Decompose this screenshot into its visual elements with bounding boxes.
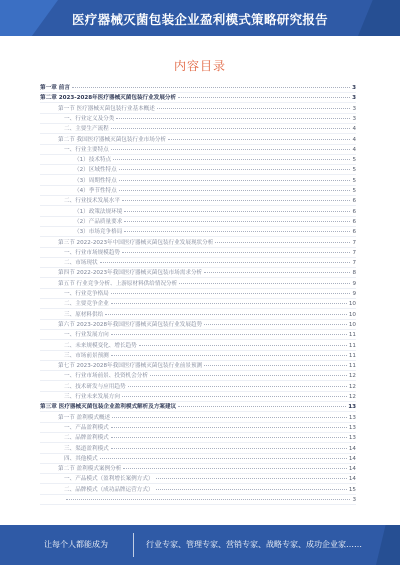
toc-leader-dots xyxy=(150,375,347,376)
toc-heading: 内容目录 xyxy=(173,59,226,73)
toc-entry-row[interactable] xyxy=(40,166,356,175)
toc-entry-label: 一、产品盈利模式 xyxy=(64,424,109,431)
toc-leader-dots xyxy=(123,468,347,469)
toc-entry-label: 二、品牌盈利模式 xyxy=(64,435,109,442)
toc-entry-label: 一、产品模式（盈利增长案例方式） xyxy=(64,476,154,483)
toc-page-number: 5 xyxy=(352,167,356,174)
toc-page-number: 7 xyxy=(352,260,356,267)
toc-leader-dots xyxy=(124,211,350,212)
toc-entry-row[interactable] xyxy=(40,311,356,320)
toc-entry-row[interactable] xyxy=(40,187,356,196)
toc-entry-row[interactable] xyxy=(40,146,356,155)
toc-entry-row[interactable] xyxy=(40,290,356,299)
toc-leader-dots xyxy=(100,262,351,263)
toc-entry-row[interactable] xyxy=(40,269,356,278)
toc-page-number: 4 xyxy=(352,146,356,153)
toc-leader-dots xyxy=(111,303,347,304)
toc-page-number: 10 xyxy=(348,301,356,308)
toc-entry-row[interactable] xyxy=(40,208,356,217)
toc-entry-label: 第一章 前言 xyxy=(40,85,70,91)
toc-page-number: 3 xyxy=(352,85,356,91)
toc-entry-row[interactable] xyxy=(40,475,356,484)
toc-leader-dots xyxy=(111,437,347,438)
toc-page-number: 14 xyxy=(348,445,356,452)
toc-page-number: 10 xyxy=(348,311,356,318)
toc-entry-row[interactable] xyxy=(40,115,356,124)
toc-leader-dots xyxy=(111,334,347,335)
toc-page-number: 7 xyxy=(352,239,356,246)
report-title: 医疗器械灭菌包装企业盈利模式策略研究报告 xyxy=(71,12,328,27)
toc-entry-label: 第七节 2023-2028年我国医疗器械灭菌包装行业前景预测 xyxy=(58,363,203,370)
footer-banner xyxy=(0,525,400,565)
toc-leader-dots xyxy=(111,355,347,356)
toc-entry-label: 一、行业市场前景、投资机会分析 xyxy=(64,373,148,380)
toc-leader-dots xyxy=(215,242,350,243)
toc-chapter-row[interactable] xyxy=(40,94,356,103)
toc-entry-row[interactable] xyxy=(40,414,356,423)
toc-entry-label: （2）区域性特点 xyxy=(74,167,117,174)
toc-leader-dots xyxy=(178,406,346,407)
toc-entry-label: 一、行业市场规模趋势 xyxy=(64,249,120,256)
toc-leader-dots xyxy=(204,324,347,325)
toc-page-number: 11 xyxy=(348,352,356,359)
toc-entry-row[interactable] xyxy=(40,228,356,237)
toc-entry-row[interactable] xyxy=(40,197,356,206)
toc-chapter-row[interactable] xyxy=(40,84,356,93)
footer-divider xyxy=(133,533,134,557)
toc-entry-row[interactable] xyxy=(40,136,356,145)
toc-entry-row[interactable] xyxy=(40,362,356,371)
toc-page-number: 4 xyxy=(352,136,356,143)
toc-page-number: 3 xyxy=(352,115,356,122)
toc-entry-row[interactable] xyxy=(40,342,356,351)
toc-page-number: 13 xyxy=(348,424,356,431)
table-of-contents xyxy=(40,84,356,508)
toc-entry-row[interactable] xyxy=(40,455,356,464)
toc-entry-label: 第一节 盈利模式概述 xyxy=(58,414,111,421)
toc-leader-dots xyxy=(139,345,347,346)
toc-entry-row[interactable] xyxy=(40,300,356,309)
toc-entry-label: 第六节 2023-2028年我国医疗器械灭菌包装行业发展趋势 xyxy=(58,321,203,328)
toc-entry-label: 一、行业竞争格局 xyxy=(64,291,109,297)
toc-leader-dots xyxy=(124,231,350,232)
toc-entry-row[interactable] xyxy=(40,280,356,289)
toc-entry-row[interactable] xyxy=(40,496,356,505)
toc-entry-label: 第四节 2022-2023年我国医疗器械灭菌包装市场需求分析 xyxy=(58,270,203,277)
toc-entry-row[interactable] xyxy=(40,486,356,495)
toc-entry-label: 三、原材料供给 xyxy=(64,311,104,318)
toc-entry-label: 一、行业发展方向 xyxy=(64,332,109,339)
toc-entry-label: 二、主要生产流程 xyxy=(64,126,109,133)
toc-entry-row[interactable] xyxy=(40,434,356,443)
toc-leader-dots xyxy=(111,293,351,294)
toc-entry-row[interactable] xyxy=(40,218,356,227)
toc-page-number: 8 xyxy=(352,270,356,277)
toc-leader-dots xyxy=(128,386,347,387)
toc-entry-label: 二、技术研发与应用趋势 xyxy=(64,383,126,390)
toc-entry-row[interactable] xyxy=(40,105,356,114)
toc-entry-label: （3）周期性特点 xyxy=(74,177,117,184)
toc-entry-label: 四、其他模式 xyxy=(64,455,98,462)
toc-leader-dots xyxy=(111,128,351,129)
toc-page-number: 14 xyxy=(348,455,356,462)
toc-entry-label: 一、行业主要特点 xyxy=(64,146,109,153)
toc-entry-label: 二、主要竞争企业 xyxy=(64,301,109,308)
toc-entry-label: 一、行业定义及分类 xyxy=(64,115,115,122)
toc-entry-row[interactable] xyxy=(40,259,356,268)
footer-slogan-right: 行业专家、管理专家、营销专家、战略专家、成功企业家…… xyxy=(146,540,362,549)
toc-page-number: 12 xyxy=(348,383,356,390)
toc-entry-row[interactable] xyxy=(40,239,356,248)
toc-entry-label: （2）产品质量要求 xyxy=(74,218,123,225)
toc-page-number: 14 xyxy=(348,466,356,473)
toc-entry-row[interactable] xyxy=(40,383,356,392)
toc-leader-dots xyxy=(112,417,347,418)
toc-page-number: 5 xyxy=(352,188,356,194)
toc-entry-label: 二、品牌模式（成功品牌运营方式） xyxy=(64,486,154,493)
footer-slogan-left: 让每个人都能成为 xyxy=(44,540,108,549)
toc-entry-row[interactable] xyxy=(40,249,356,258)
toc-page-number: 14 xyxy=(348,476,356,483)
toc-entry-row[interactable] xyxy=(40,156,356,165)
toc-entry-label: 第一节 医疗器械灭菌包装行业基本概述 xyxy=(58,105,155,112)
toc-entry-row[interactable] xyxy=(40,393,356,402)
toc-entry-label: 第五节 行业竞争分析、上游原材料供给情况分析 xyxy=(58,280,178,287)
toc-page-number: 6 xyxy=(352,229,356,236)
toc-page-number: 15 xyxy=(348,486,356,493)
toc-page-number: 13 xyxy=(348,435,356,442)
toc-entry-label: 三、市场前景预测 xyxy=(64,352,109,359)
toc-entry-label: 二、行业技术发展水平 xyxy=(64,198,120,205)
toc-leader-dots xyxy=(179,283,350,284)
toc-entry-row[interactable] xyxy=(40,125,356,134)
toc-leader-dots xyxy=(119,180,351,181)
toc-entry-label: （3）市场竞争格局 xyxy=(74,229,123,236)
toc-entry-label: 二、市场现状 xyxy=(64,260,98,267)
toc-page-number: 11 xyxy=(348,363,356,370)
toc-page-number: 5 xyxy=(352,157,356,164)
toc-page-number: 6 xyxy=(352,208,356,215)
footer-accent xyxy=(376,525,400,565)
toc-page-number: 10 xyxy=(348,321,356,328)
toc-leader-dots xyxy=(116,118,350,119)
toc-leader-dots xyxy=(111,427,347,428)
toc-page-number: 12 xyxy=(348,394,356,400)
toc-leader-dots xyxy=(157,108,351,109)
toc-entry-label: 二、未来规模变化、增长趋势 xyxy=(64,342,137,349)
header-banner xyxy=(0,0,400,36)
toc-leader-dots xyxy=(111,448,347,449)
toc-page-number: 11 xyxy=(348,332,356,339)
toc-chapter-row[interactable] xyxy=(40,403,356,412)
toc-entry-label: 第二节 我国医疗器械灭菌包装行业市场分析 xyxy=(58,136,167,143)
toc-page-number: 3 xyxy=(352,105,356,112)
toc-leader-dots xyxy=(113,159,350,160)
toc-leader-dots xyxy=(204,272,350,273)
toc-leader-dots xyxy=(66,499,350,500)
toc-page-number: 9 xyxy=(352,280,356,287)
toc-entry-label: （1）政策法规环境 xyxy=(74,208,123,215)
toc-leader-dots xyxy=(168,139,350,140)
toc-entry-row[interactable] xyxy=(40,445,356,454)
toc-page-number: 11 xyxy=(348,342,356,349)
toc-leader-dots xyxy=(124,221,350,222)
toc-page-number: 5 xyxy=(352,177,356,184)
toc-entry-label: 第二章 2023-2028年医疗器械灭菌包装行业发展分析 xyxy=(40,95,177,102)
toc-entry-label: （1）技术特点 xyxy=(74,157,112,164)
toc-page-number: 12 xyxy=(348,373,356,380)
toc-page-number: 3 xyxy=(352,95,356,102)
toc-entry-label: 三、渠道盈利模式 xyxy=(64,445,109,452)
toc-entry-row[interactable] xyxy=(40,331,356,340)
toc-page-number: 9 xyxy=(352,291,356,297)
toc-page-number: 7 xyxy=(352,249,356,256)
toc-leader-dots xyxy=(105,314,347,315)
toc-entry-label: 第二节 盈利模式案例分析 xyxy=(58,466,122,473)
toc-leader-dots xyxy=(156,489,347,490)
toc-leader-dots xyxy=(119,169,351,170)
toc-entry-label: 第三节 2022-2023年中国医疗器械灭菌包装行业发展现状分析 xyxy=(58,239,214,246)
toc-leader-dots xyxy=(100,458,347,459)
toc-page-number: 6 xyxy=(352,218,356,225)
toc-entry-row[interactable] xyxy=(40,177,356,186)
toc-page-number: 13 xyxy=(348,414,356,421)
toc-leader-dots xyxy=(204,365,347,366)
toc-page-number: 13 xyxy=(348,404,356,411)
toc-entry-row[interactable] xyxy=(40,352,356,361)
toc-leader-dots xyxy=(178,97,350,98)
toc-leader-dots xyxy=(122,200,350,201)
toc-leader-dots xyxy=(119,190,351,191)
toc-entry-row[interactable] xyxy=(40,372,356,381)
toc-entry-label: 三、行业未来发展方向 xyxy=(64,394,120,400)
toc-entry-row[interactable] xyxy=(40,465,356,474)
toc-entry-row[interactable] xyxy=(40,424,356,433)
toc-leader-dots xyxy=(156,478,347,479)
toc-page-number: 6 xyxy=(352,198,356,205)
toc-leader-dots xyxy=(72,87,350,88)
toc-entry-label: （4）季节性特点 xyxy=(74,188,117,194)
toc-entry-label: 第三章 医疗器械灭菌包装企业盈利模式解析及方案建议 xyxy=(40,404,177,411)
toc-leader-dots xyxy=(122,396,347,397)
toc-entry-row[interactable] xyxy=(40,321,356,330)
toc-page-number: 3 xyxy=(352,497,356,503)
toc-leader-dots xyxy=(122,252,350,253)
toc-leader-dots xyxy=(111,149,351,150)
toc-page-number: 4 xyxy=(352,126,356,133)
